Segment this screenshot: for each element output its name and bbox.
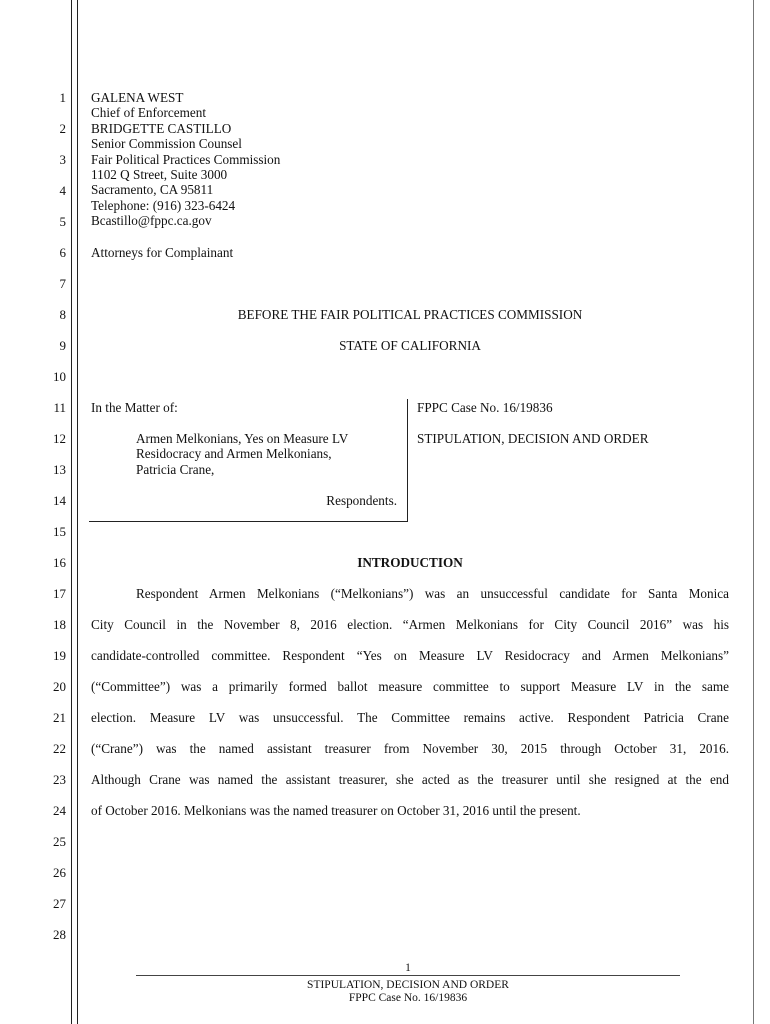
line-number: 28 [53, 927, 66, 942]
line-number: 20 [53, 679, 66, 694]
commission-title: BEFORE THE FAIR POLITICAL PRACTICES COMMISSION [237, 307, 583, 322]
email-address: Bcastillo@fppc.ca.gov [91, 213, 212, 229]
line-number: 21 [53, 710, 66, 725]
line-number: 23 [53, 772, 66, 787]
attorneys-for: Attorneys for Complainant [91, 245, 234, 260]
footer-rule [136, 975, 680, 976]
intro-line: Respondent Armen Melkonians (“Melkonians”) was an unsuccessful candidate for Santa Monica [136, 586, 729, 601]
city-state-zip: Sacramento, CA 95811 [91, 182, 214, 198]
respondents-label: Respondents. [326, 493, 397, 508]
attorney-title: Chief of Enforcement [91, 105, 206, 121]
caption-divider-horizontal [89, 521, 408, 522]
counsel-title: Senior Commission Counsel [91, 136, 242, 152]
line-number: 25 [53, 834, 66, 849]
respondent-names [136, 431, 348, 477]
case-number: FPPC Case No. 16/19836 [417, 400, 553, 415]
line-number: 9 [59, 338, 66, 353]
line-number: 11 [53, 400, 66, 415]
footer-title: STIPULATION, DECISION AND ORDER [307, 979, 509, 991]
line-number: 3 [59, 152, 66, 167]
respondent-line: Residocracy and Armen Melkonians, [136, 446, 332, 462]
intro-line: election. Measure LV was unsuccessful. The Committee remains active. Respondent Patricia Crane [91, 710, 729, 725]
line-number: 14 [53, 493, 66, 508]
intro-line: (“Committee”) was a primarily formed ballot measure committee to support Measure LV in the same [91, 679, 729, 694]
line-number: 16 [53, 555, 66, 570]
attorney-name: GALENA WEST [91, 90, 184, 105]
line-number: 7 [59, 276, 66, 291]
intro-line: City Council in the November 8, 2016 election. “Armen Melkonians for City Council 2016” was his [91, 617, 729, 632]
line-number: 18 [53, 617, 66, 632]
line-number: 6 [59, 245, 66, 260]
line-number: 15 [53, 524, 66, 539]
intro-line: Although Crane was named the assistant treasurer, she acted as the treasurer until she resigned at the end [91, 772, 729, 787]
attorney-header [91, 90, 280, 229]
line-number: 17 [53, 586, 66, 601]
intro-line: (“Crane”) was the named assistant treasurer from November 30, 2015 through October 31, 2016. [91, 741, 729, 756]
line-number: 12 [53, 431, 66, 446]
left-margin-rule-inner [77, 0, 78, 1024]
line-number: 13 [53, 462, 66, 477]
respondent-line: Armen Melkonians, Yes on Measure LV [136, 431, 349, 446]
matter-label: In the Matter of: [91, 400, 178, 415]
line-number: 24 [53, 803, 66, 818]
line-number: 19 [53, 648, 66, 663]
agency-name: Fair Political Practices Commission [91, 151, 281, 167]
line-number: 5 [59, 214, 66, 229]
respondent-line: Patricia Crane, [136, 461, 215, 477]
line-number: 1 [59, 90, 66, 105]
line-number: 10 [53, 369, 66, 384]
intro-line: candidate-controlled committee. Respondent “Yes on Measure LV Residocracy and Armen Melkonians” [91, 648, 729, 663]
document-title: STIPULATION, DECISION AND ORDER [417, 431, 649, 446]
telephone: Telephone: (916) 323-6424 [91, 197, 236, 213]
line-number: 4 [59, 183, 66, 198]
introduction-heading: INTRODUCTION [357, 555, 463, 570]
line-number: 8 [59, 307, 66, 322]
left-margin-rule-outer [71, 0, 72, 1024]
page-number: 1 [405, 962, 411, 974]
line-number: 27 [53, 896, 66, 911]
intro-line: of October 2016. Melkonians was the named treasurer on October 31, 2016 until the present. [91, 803, 581, 818]
right-margin-rule [753, 0, 754, 1024]
caption-divider-vertical [407, 399, 408, 521]
state-title: STATE OF CALIFORNIA [339, 338, 481, 353]
counsel-name: BRIDGETTE CASTILLO [91, 120, 232, 136]
line-number: 26 [53, 865, 66, 880]
street-address: 1102 Q Street, Suite 3000 [91, 167, 228, 183]
line-number: 2 [59, 121, 66, 136]
line-number: 22 [53, 741, 66, 756]
footer-case-number: FPPC Case No. 16/19836 [348, 992, 468, 1004]
